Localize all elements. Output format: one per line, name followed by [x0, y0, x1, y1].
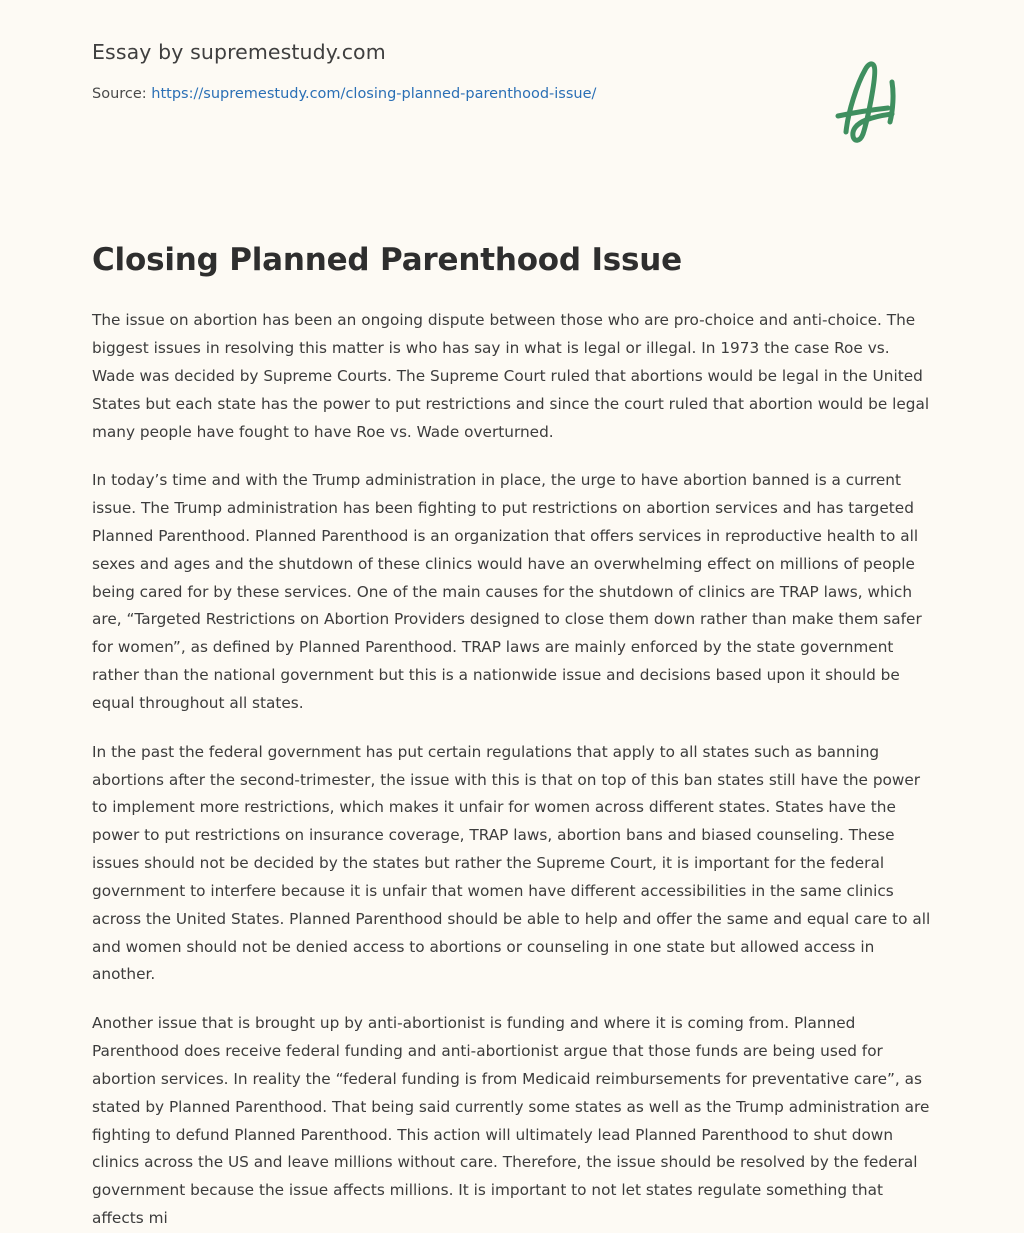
- source-line: [92, 86, 932, 102]
- paragraph: Another issue that is brought up by anti-abortionist is funding and where it is coming from. Planned Parenthood does receive federal funding and anti-abortionist argue that those funds are being used for abortion services. In reality the “federal funding is from Medicaid reimbursements for preventative care”, as stated by Planned Parenthood. That being said currently some states as well as the Trump administration are fighting to defund Planned Parenthood. This action will ultimately lead Planned Parenthood to shut down clinics across the US and leave millions without care. Therefore, the issue should be resolved by the federal government because the issue affects millions. It is important to not let states regulate something that affects mi: [92, 1014, 930, 1228]
- document-body: [92, 307, 932, 1233]
- byline: Essay by supremestudy.com: [92, 40, 386, 64]
- source-url-link[interactable]: https://supremestudy.com/closing-planned-parenthood-issue/: [151, 86, 597, 102]
- document-header: [92, 40, 932, 102]
- paragraph: In the past the federal government has put certain regulations that apply to all states such as banning abortions after the second-trimester, the issue with this is that on top of this ban states still have the power to implement more restrictions, which makes it unfair for women across different states. States have the power to put restrictions on insurance coverage, TRAP laws, abortion bans and biased counseling. These issues should not be decided by the states but rather the Supreme Court, it is important for the federal government to interfere because it is unfair that women have different accessibilities in the same clinics across the United States. Planned Parenthood should be able to help and offer the same and equal care to all and women should not be denied access to abortions or counseling in one state but allowed access in another.: [92, 742, 931, 984]
- page-title: Closing Planned Parenthood Issue: [92, 242, 683, 278]
- supremestudy-monogram-logo: [808, 58, 912, 144]
- paragraph: In today’s time and with the Trump administration in place, the urge to have abortion banned is a current issue. The Trump administration has been fighting to put restrictions on abortion services and has targeted Planned Parenthood. Planned Parenthood is an organization that offers services in reproductive health to all sexes and ages and the shutdown of these clinics would have an overwhelming effect on millions of people being cared for by these services. One of the main causes for the shutdown of clinics are TRAP laws, which are, “Targeted Restrictions on Abortion Providers designed to close them down rather than make them safer for women”, as defined by Planned Parenthood. TRAP laws are mainly enforced by the state government rather than the national government but this is a nationwide issue and decisions based upon it should be equal throughout all states.: [92, 471, 922, 712]
- source-label: Source:: [92, 86, 147, 102]
- paragraph: The issue on abortion has been an ongoing dispute between those who are pro-choice and anti-choice. The biggest issues in resolving this matter is who has say in what is legal or illegal. In 1973 the case Roe vs. Wade was decided by Supreme Courts. The Supreme Court ruled that abortions would be legal in the United States but each state has the power to put restrictions and since the court ruled that abortion would be legal many people have fought to have Roe vs. Wade overturned.: [92, 311, 930, 441]
